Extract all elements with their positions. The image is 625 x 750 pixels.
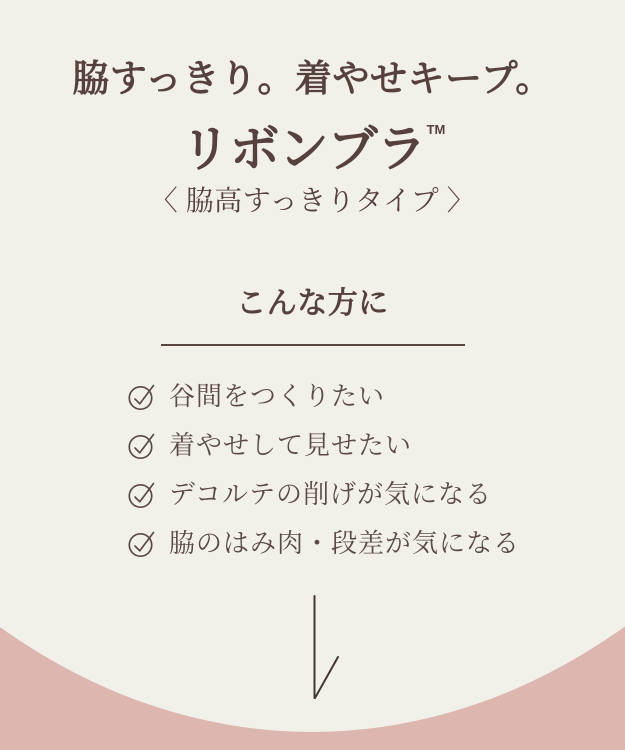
audience-checklist xyxy=(128,382,520,557)
list-item xyxy=(128,480,520,508)
section-divider xyxy=(161,344,465,346)
check-circle-icon xyxy=(128,479,156,509)
list-item-label: 着やせして見せたい xyxy=(169,430,413,460)
product-type-label: 〈 脇高すっきりタイプ 〉 xyxy=(149,186,476,217)
list-item xyxy=(128,529,520,557)
product-name: リボンブラ xyxy=(180,121,426,177)
list-item-label: 谷間をつくりたい xyxy=(169,381,386,411)
list-item xyxy=(128,382,520,410)
tagline: 脇すっきり。着やせキープ。 xyxy=(72,59,553,100)
list-item xyxy=(128,431,520,459)
check-circle-icon xyxy=(128,528,156,558)
down-arrow-icon xyxy=(300,595,345,701)
trademark-symbol: TM xyxy=(426,122,446,137)
check-circle-icon xyxy=(128,381,156,411)
product-title xyxy=(0,121,625,179)
list-item-label: デコルテの削げが気になる xyxy=(169,479,492,509)
check-circle-icon xyxy=(128,430,156,460)
list-item-label: 脇のはみ肉・段差が気になる xyxy=(169,528,521,558)
section-heading: こんな方に xyxy=(236,287,389,320)
